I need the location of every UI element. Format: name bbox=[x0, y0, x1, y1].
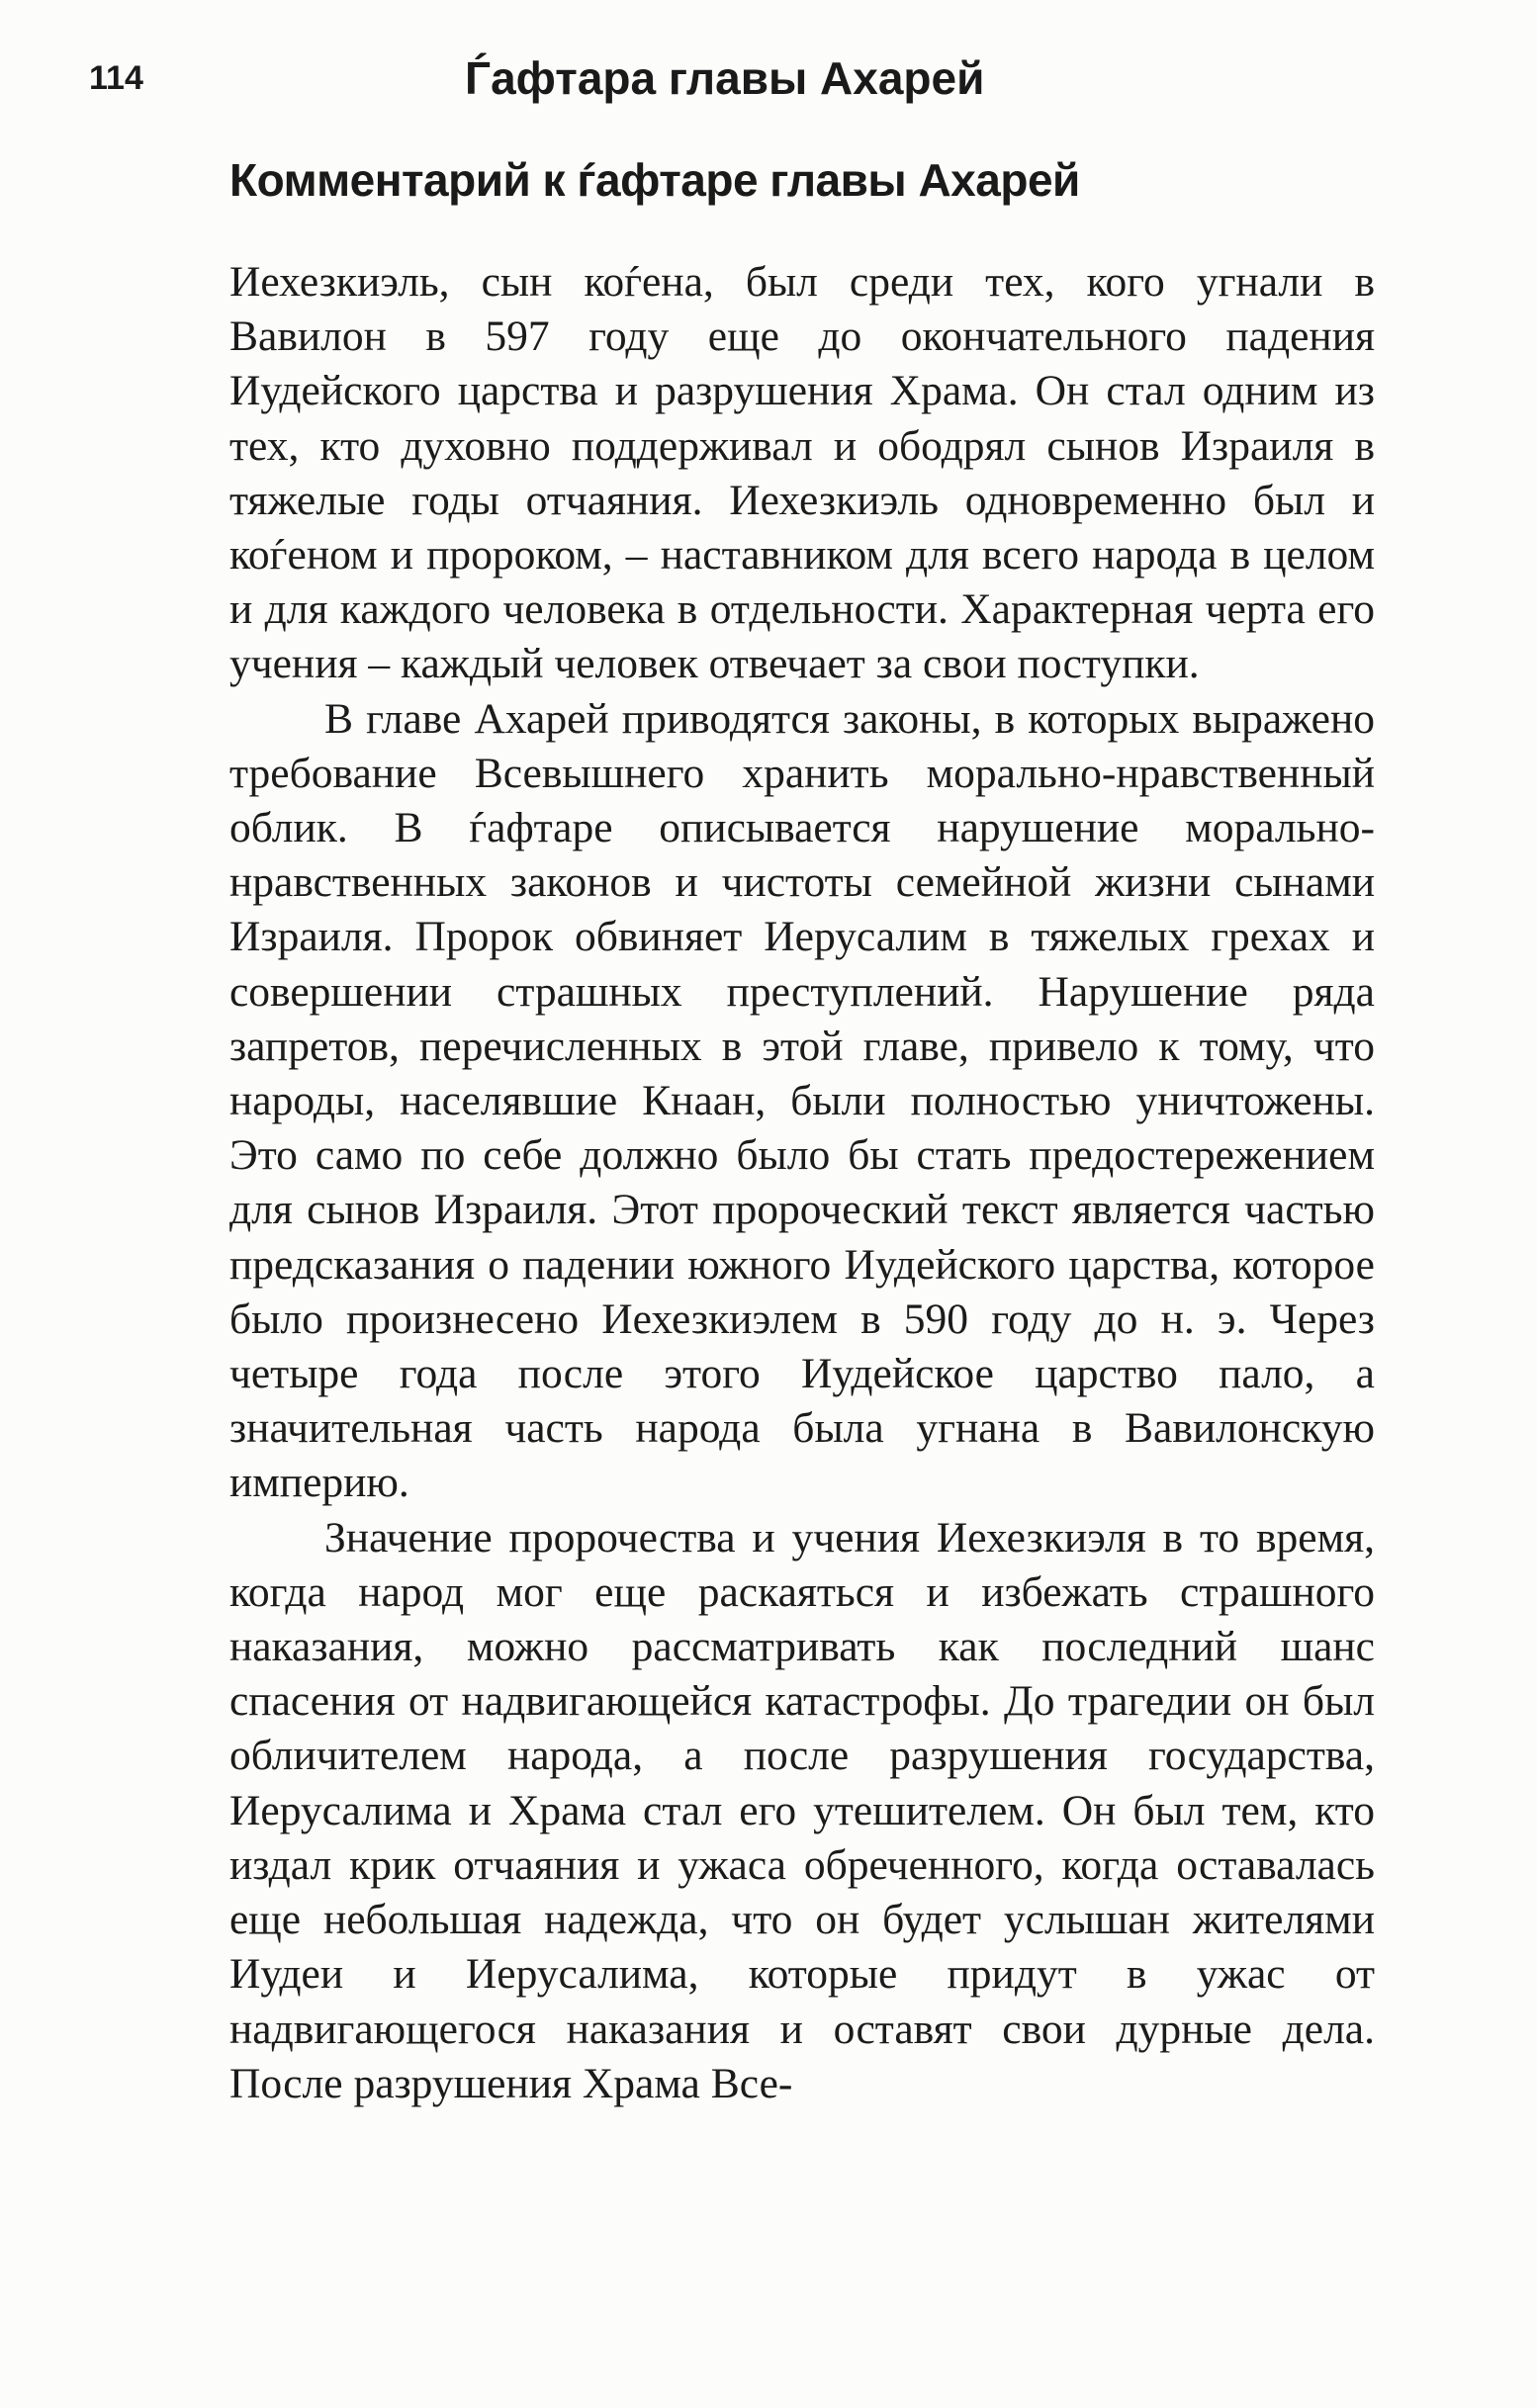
body-text bbox=[229, 255, 1375, 2111]
running-head bbox=[89, 51, 1385, 111]
section-heading: Комментарий к ѓафтаре главы Ахарей bbox=[229, 154, 1080, 206]
page-number: 114 bbox=[89, 59, 143, 97]
paragraph-3: Значение пророчества и учения Иехезкиэля в то время, когда народ мог еще раскаяться и избежать страшного наказания, можно рассматривать как последний шанс спасения от надвигающейся катастрофы. До трагедии он был обличителем народа, а после разрушения государства, Иерусалима и Храма стал его утешителем. Он был тем, кто издал крик отчаяния и ужаса обреченного, когда оставалась еще небольшая надежда, что он будет услышан жителями Иудеи и Иерусалима, которые придут в ужас от надвигающегося наказания и оставят свои дурные дела. После разрушения Храма Все- bbox=[229, 1513, 1375, 2107]
paragraph-2: В главе Ахарей приводятся законы, в которых выражено требование Всевышнего хранить морально-нравственный облик. В ѓафтаре описывается нарушение морально-нравственных законов и чистоты семейной жизни сынами Израиля. Пророк обвиняет Иерусалим в тяжелых грехах и совершении страшных преступлений. Нарушение ряда запретов, перечисленных в этой главе, привело к тому, что народы, населявшие Кнаан, были полностью уничтожены. Это само по себе должно было бы стать предостережением для сынов Израиля. Этот пророческий текст является частью предсказания о падении южного Иудейского царства, которое было произнесено Иехезкиэлем в 590 году до н. э. Через четыре года после этого Иудейское царство пало, а значительная часть народа была угнана в Вавилонскую империю. bbox=[229, 694, 1375, 1507]
paragraph-1: Иехезкиэль, сын коѓена, был среди тех, кого угнали в Вавилон в 597 году еще до окончательного падения Иудейского царства и разрушения Храма. Он стал одним из тех, кто духовно поддерживал и ободрял сынов Израиля в тяжелые годы отчаяния. Иехезкиэль одновременно был и коѓеном и пророком, – наставником для всего народа в целом и для каждого человека в отдельности. Характерная черта его учения – каждый человек отвечает за свои поступки. bbox=[229, 258, 1375, 688]
running-title: Ѓафтара главы Ахарей bbox=[465, 52, 985, 104]
